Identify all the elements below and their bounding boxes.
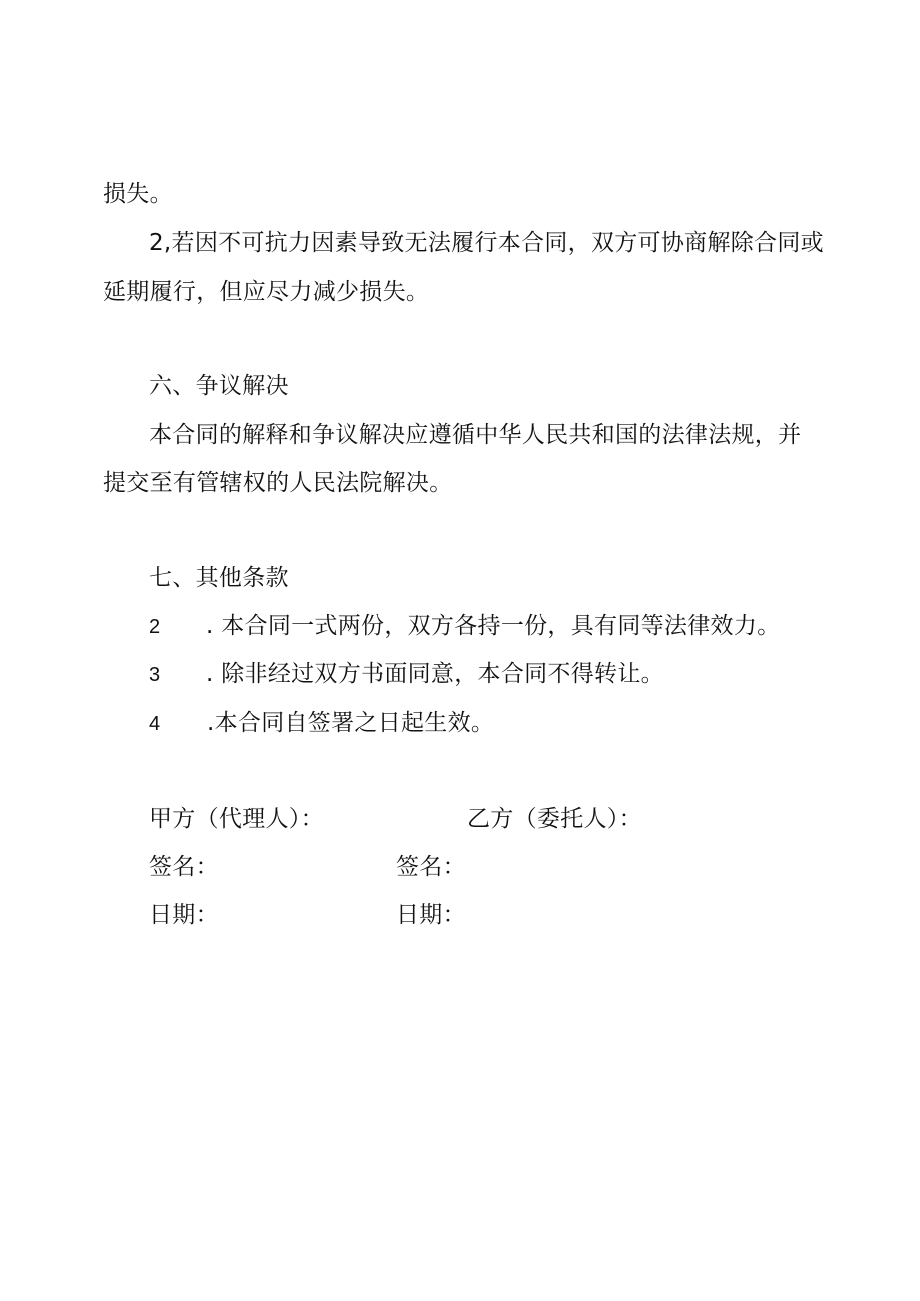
party-b-label: 乙方（委托人）： xyxy=(467,806,642,832)
section5-continuation: 损失。 xyxy=(103,181,173,207)
party-a-date-label: 日期： xyxy=(149,902,219,928)
section6-heading: 六、争议解决 xyxy=(149,373,289,399)
list-item-number: 4 xyxy=(149,713,161,735)
section7-heading: 七、其他条款 xyxy=(149,565,289,591)
list-item-number: 2 xyxy=(149,616,161,638)
list-item-text: . 除非经过双方书面同意，本合同不得转让。 xyxy=(206,661,664,687)
list-item-text: .本合同自签署之日起生效。 xyxy=(207,710,495,736)
party-b-date-label: 日期： xyxy=(396,902,466,928)
section5-item2-line2: 延期履行，但应尽力减少损失。 xyxy=(103,279,430,305)
section5-item2-line1: 2,若因不可抗力因素导致无法履行本合同，双方可协商解除合同或 xyxy=(149,230,824,256)
section6-body-line2: 提交至有管辖权的人民法院解决。 xyxy=(103,470,453,496)
party-a-signature-label: 签名： xyxy=(149,854,219,880)
party-a-label: 甲方（代理人）： xyxy=(149,806,324,832)
list-item-number: 3 xyxy=(149,664,161,686)
section6-body-line1: 本合同的解释和争议解决应遵循中华人民共和国的法律法规，并 xyxy=(149,422,802,448)
list-item-text: . 本合同一式两份，双方各持一份，具有同等法律效力。 xyxy=(206,613,781,639)
party-b-signature-label: 签名： xyxy=(396,854,466,880)
